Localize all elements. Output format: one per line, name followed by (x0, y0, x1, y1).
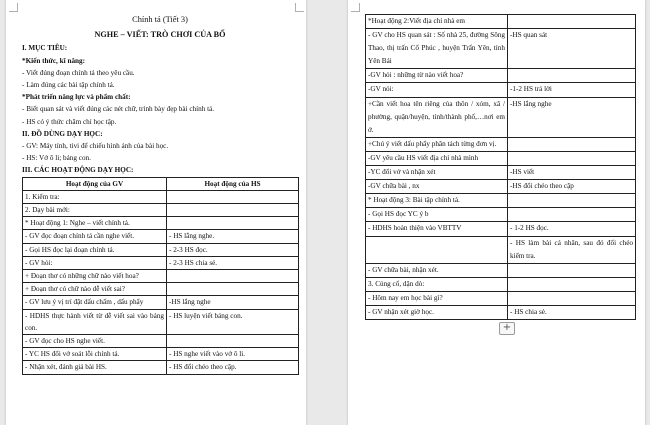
page-title: Chính tả (Tiết 3) (132, 15, 188, 24)
table-row (366, 277, 636, 291)
hs-activity-cell (508, 208, 636, 222)
hs-activity-cell (167, 204, 299, 217)
gv-activity-cell: - Nhận xét, đánh giá bài HS. (23, 361, 167, 374)
hs-activity-cell (167, 335, 299, 348)
document-page-right (348, 0, 645, 425)
table-row (23, 217, 299, 230)
table-row (366, 166, 636, 180)
gv-activity-cell: * Hoạt động 3: Bài tập chính tả. (366, 194, 508, 208)
hs-activity-cell (508, 15, 636, 29)
table-header-hs: Hoạt động của HS (167, 177, 299, 190)
gv-activity-cell: - GV cho HS quan sát : Số nhà 25, đường Sông Thao, thị trấn Cổ Phúc , huyện Trấn Yên, tỉnh Yên Bái (366, 29, 508, 69)
page-corner-mark (351, 3, 360, 12)
page-corner-mark (295, 3, 304, 12)
hs-activity-cell (508, 151, 636, 165)
table-row (23, 283, 299, 296)
section-line: *Phát triển năng lực và phẩm chất: (22, 93, 131, 102)
gv-activity-cell: -GV chữa bài , nx (366, 180, 508, 194)
gv-activity-cell: -GV yêu cầu HS viết địa chỉ nhà mình (366, 151, 508, 165)
gv-activity-cell: -GV nói: (366, 83, 508, 97)
hs-activity-cell: -HS đổi chéo theo cặp (508, 180, 636, 194)
table-row (366, 222, 636, 236)
section-line: III. CÁC HOẠT ĐỘNG DẠY HỌC: (22, 166, 134, 175)
gv-activity-cell: 3. Củng cố, dặn dò: (366, 277, 508, 291)
hs-activity-cell (167, 270, 299, 283)
hs-activity-cell: - 1-2 HS đọc. (508, 222, 636, 236)
table-row (366, 305, 636, 319)
hs-activity-cell (508, 137, 636, 151)
section-line: II. ĐỒ DÙNG DẠY HỌC: (22, 129, 103, 138)
gv-activity-cell: - YC HS đổi vở soát lỗi chính tả. (23, 348, 167, 361)
gv-activity-cell: 1. Kiểm tra: (23, 190, 167, 203)
table-row (366, 180, 636, 194)
table-row (366, 194, 636, 208)
table-row (366, 29, 636, 69)
section-line: - GV: Máy tính, tivi để chiếu hình ảnh của bài học. (22, 142, 169, 151)
gv-activity-cell: - GV chữa bài, nhận xét. (366, 263, 508, 277)
gv-activity-cell: - Hôm nay em học bài gì? (366, 291, 508, 305)
table-row (366, 97, 636, 137)
hs-activity-cell: - HS lắng nghe. (167, 230, 299, 243)
table-row (23, 296, 299, 309)
gv-activity-cell: * Hoạt động 1: Nghe – viết chính tả. (23, 217, 167, 230)
hs-activity-cell (508, 69, 636, 83)
gv-activity-cell: - HDHS thực hành viết từ dễ viết sai vào bảng con. (23, 309, 167, 334)
activity-table-body (366, 15, 636, 320)
table-header-row (23, 177, 299, 190)
section-line: - Biết quan sát và viết đúng các nét chữ, trình bày đẹp bài chính tả. (22, 105, 215, 114)
hs-activity-cell: - HS luyện viết bảng con. (167, 309, 299, 334)
table-row (366, 151, 636, 165)
gv-activity-cell: - GV nhận xét giờ học. (366, 305, 508, 319)
gv-activity-cell: +Cần viết hoa tên riêng của thôn / xóm, xã / phường, quận/huyện, tỉnh/thành phố,…nơi em ở. (366, 97, 508, 137)
gv-activity-cell: + Đoạn thơ có những chữ nào viết hoa? (23, 270, 167, 283)
table-row (23, 256, 299, 269)
hs-activity-cell (508, 263, 636, 277)
section-line: - HS: Vở ô li; bảng con. (22, 154, 91, 163)
table-row (366, 291, 636, 305)
table-row (23, 348, 299, 361)
table-row (366, 137, 636, 151)
table-row (23, 309, 299, 334)
hs-activity-cell: -HS lắng nghe (508, 97, 636, 137)
hs-activity-cell (508, 291, 636, 305)
gv-activity-cell: - GV lưu ý vị trí đặt dấu chấm , dấu phẩy (23, 296, 167, 309)
gv-activity-cell: -GV hỏi : những từ nào viết hoa? (366, 69, 508, 83)
table-row (366, 83, 636, 97)
gv-activity-cell: - HDHS hoàn thiện vào VBTTV (366, 222, 508, 236)
right-page-content[interactable] (365, 14, 635, 320)
section-line: *Kiến thức, kĩ năng: (22, 56, 86, 65)
hs-activity-cell: -1-2 HS trả lời (508, 83, 636, 97)
gv-activity-cell: - Gọi HS đọc YC ý b (366, 208, 508, 222)
gv-activity-cell (366, 236, 508, 263)
table-row (23, 361, 299, 374)
hs-activity-cell: - HS làm bài cá nhân, sau đó đổi chéo kiểm tra. (508, 236, 636, 263)
section-line: - Làm đúng các bài tập chính tả. (22, 81, 115, 90)
hs-activity-cell: -HS quan sát (508, 29, 636, 69)
add-page-button[interactable]: + (499, 322, 515, 335)
gv-activity-cell: *Hoạt động 2:Viết địa chỉ nhà em (366, 15, 508, 29)
hs-activity-cell: - HS nghe viết vào vở ô li. (167, 348, 299, 361)
activity-table-left (22, 177, 299, 375)
table-row (366, 236, 636, 263)
gv-activity-cell: +Chú ý viết dấu phẩy phân tách từng đơn vị. (366, 137, 508, 151)
hs-activity-cell (508, 277, 636, 291)
hs-activity-cell (508, 194, 636, 208)
table-row (23, 190, 299, 203)
left-page-content[interactable] (22, 14, 298, 375)
section-line: - Viết đúng đoạn chính tả theo yêu cầu. (22, 68, 135, 77)
table-row (23, 243, 299, 256)
hs-activity-cell (167, 283, 299, 296)
gv-activity-cell: - GV đọc đoạn chính tả cần nghe viết. (23, 230, 167, 243)
activity-table-body (23, 190, 299, 374)
gv-activity-cell: 2. Dạy bài mới: (23, 204, 167, 217)
hs-activity-cell: - HS đổi chéo theo cặp. (167, 361, 299, 374)
page-corner-mark (9, 3, 18, 12)
section-line: - HS có ý thức chăm chỉ học tập. (22, 117, 117, 126)
table-header-gv: Hoạt động của GV (23, 177, 167, 190)
activity-table-right (365, 14, 636, 320)
gv-activity-cell: - Gọi HS đọc lại đoạn chính tả. (23, 243, 167, 256)
section-line: I. MỤC TIÊU: (22, 44, 68, 53)
hs-activity-cell (167, 217, 299, 230)
hs-activity-cell (167, 190, 299, 203)
gv-activity-cell: - GV đọc cho HS nghe viết. (23, 335, 167, 348)
table-row (23, 270, 299, 283)
table-row (23, 204, 299, 217)
lesson-subtitle: NGHE – VIẾT: TRÒ CHƠI CỦA BỐ (94, 30, 226, 40)
document-page-left (6, 0, 306, 425)
table-row (23, 230, 299, 243)
table-row (366, 208, 636, 222)
gv-activity-cell: - GV hỏi: (23, 256, 167, 269)
gv-activity-cell: + Đoạn thơ có chữ nào dễ viết sai? (23, 283, 167, 296)
table-row (23, 335, 299, 348)
hs-activity-cell: -HS lắng nghe (167, 296, 299, 309)
table-row (366, 263, 636, 277)
hs-activity-cell: - 2-3 HS đọc. (167, 243, 299, 256)
hs-activity-cell: - HS chia sẻ. (508, 305, 636, 319)
lesson-sections (22, 42, 298, 176)
gv-activity-cell: -YC đổi vở và nhận xét (366, 166, 508, 180)
hs-activity-cell: - 2-3 HS chia sẻ. (167, 256, 299, 269)
hs-activity-cell: -HS viết (508, 166, 636, 180)
table-row (366, 15, 636, 29)
table-row (366, 69, 636, 83)
